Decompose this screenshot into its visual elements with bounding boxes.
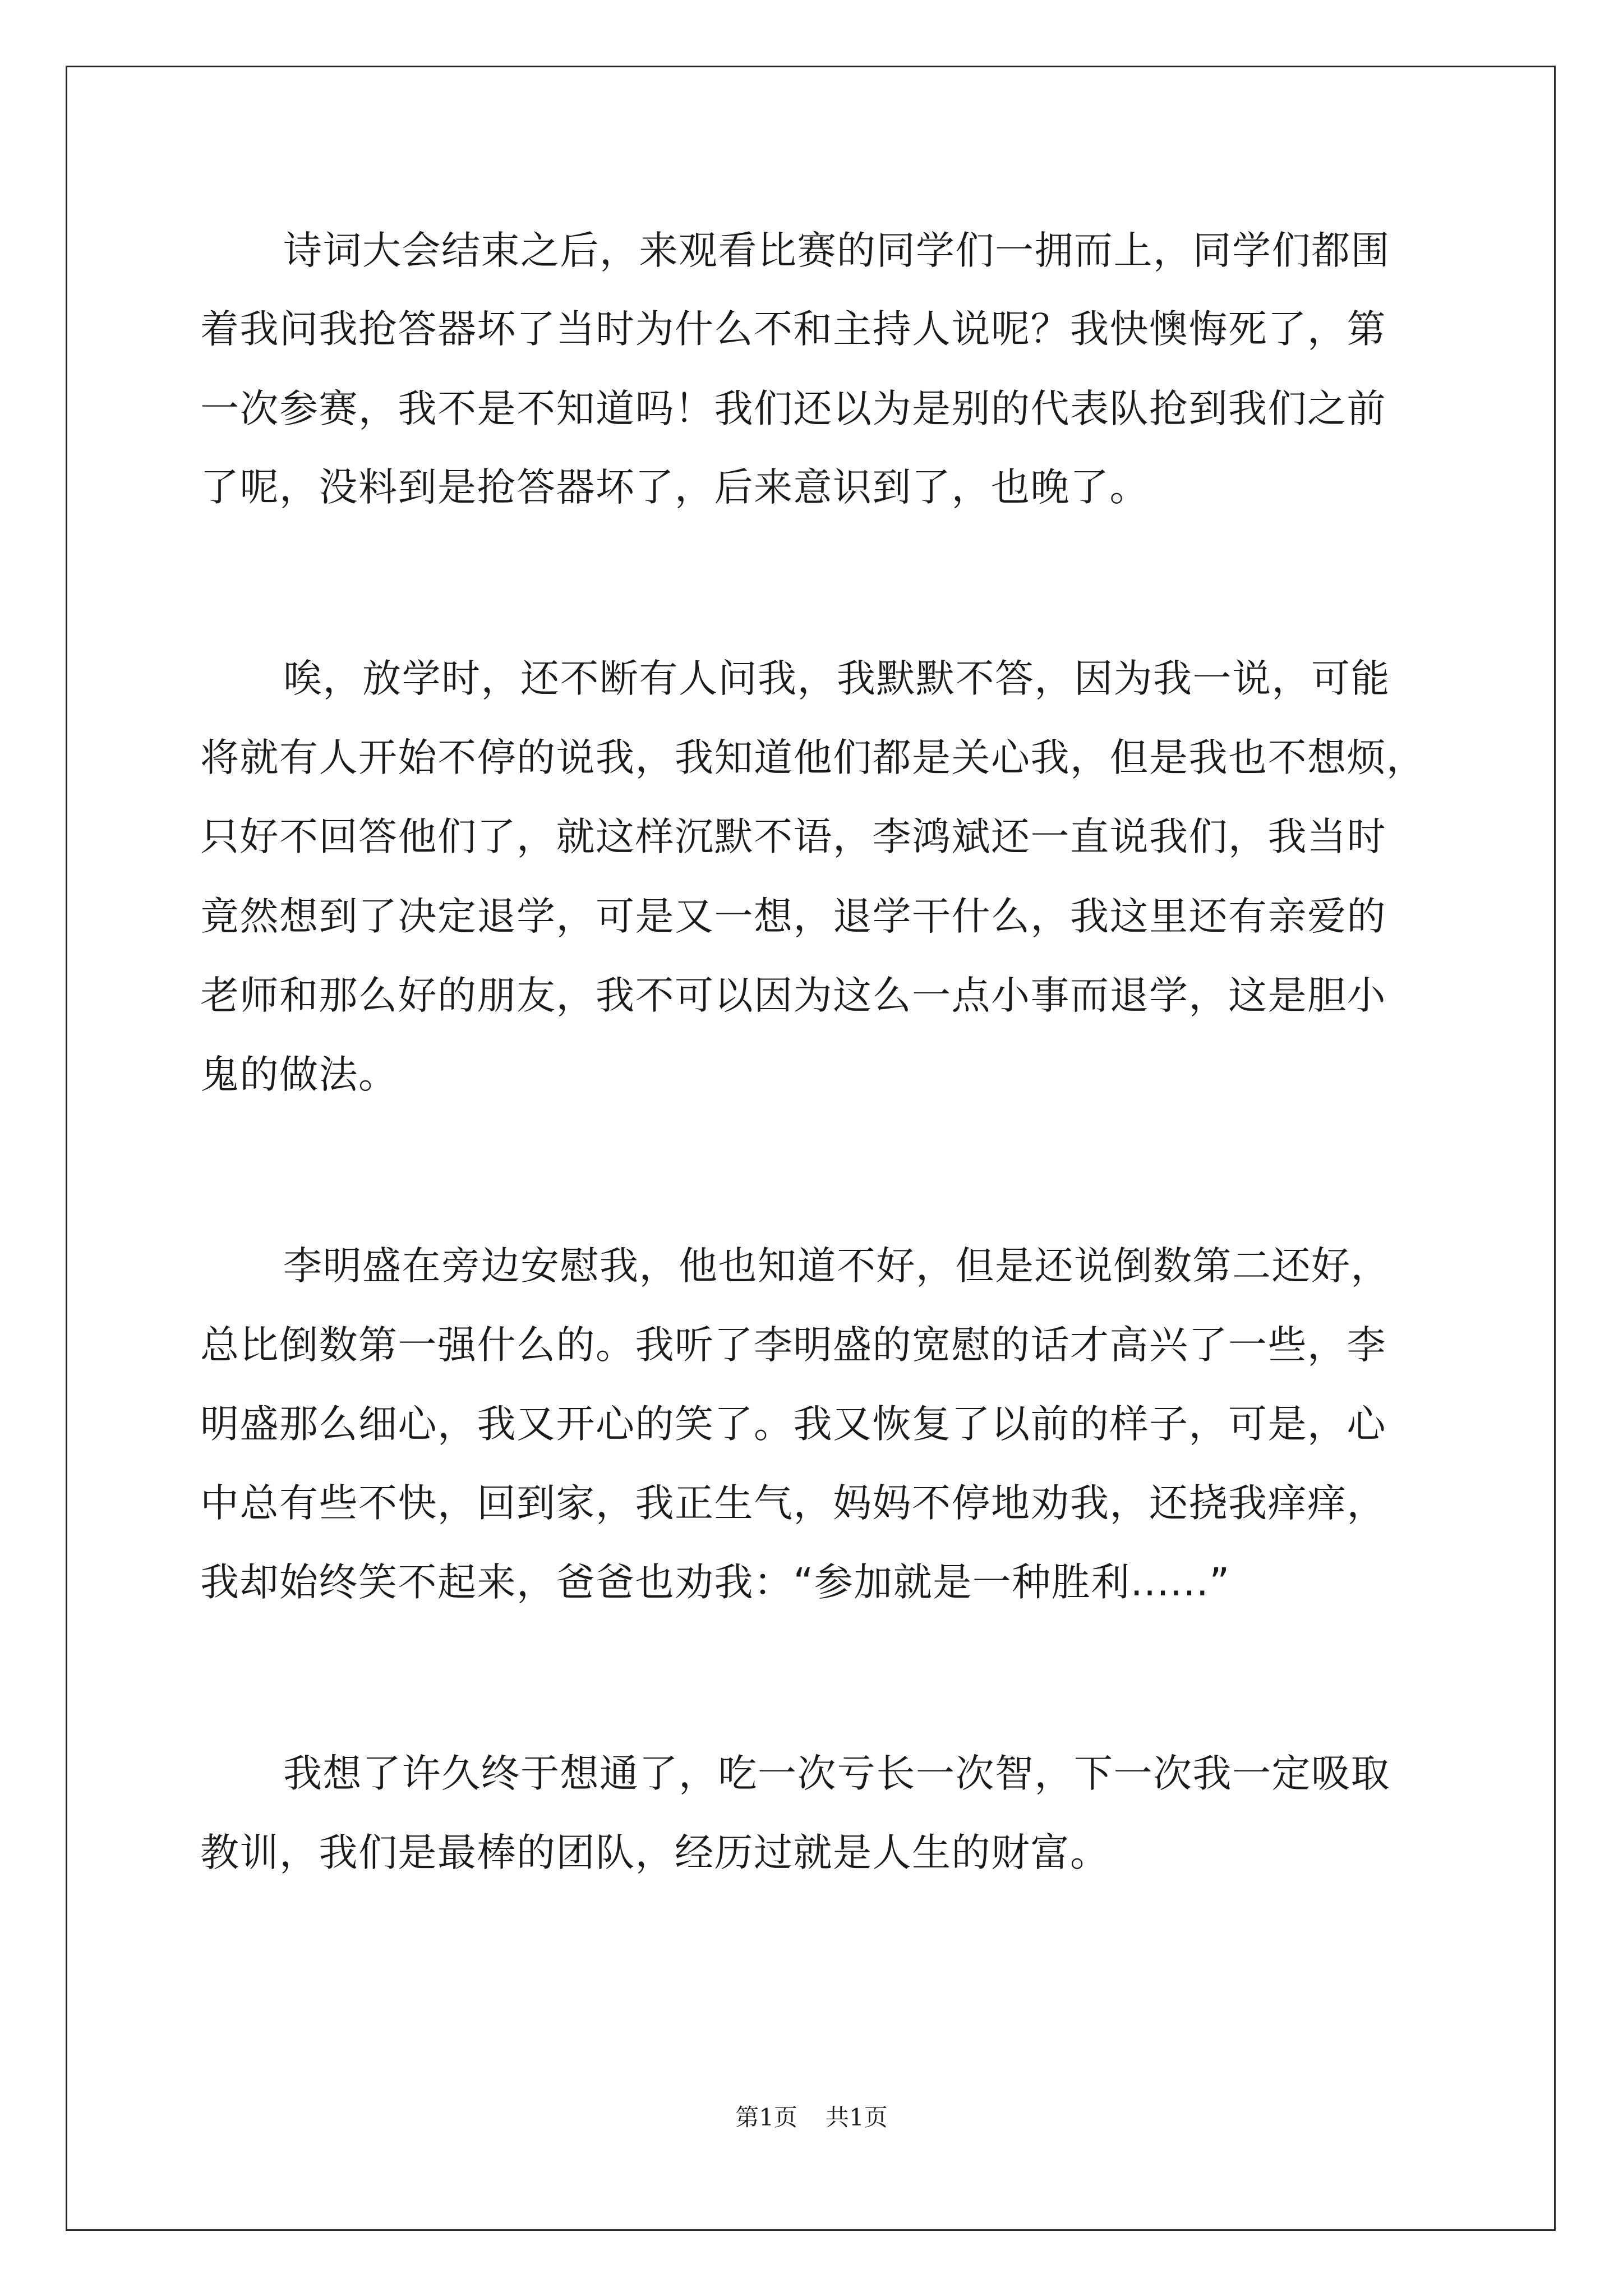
- paragraph-2-line-2: 将就有人开始不停的说我，我知道他们都是关心我，但是我也不想烦，: [200, 735, 1426, 780]
- paragraph-3-line-5: 我却始终笑不起来，爸爸也劝我：“参加就是一种胜利......”: [200, 1560, 1230, 1605]
- paragraph-3-line-1: 李明盛在旁边安慰我，他也知道不好，但是还说倒数第二还好，: [283, 1244, 1390, 1289]
- page-number-total: 共1页: [826, 2104, 888, 2131]
- paragraph-2-line-4: 竟然想到了决定退学，可是又一想，退学干什么，我这里还有亲爱的: [200, 894, 1386, 939]
- page-number-current: 第1页: [735, 2104, 797, 2131]
- paragraph-2-line-5: 老师和那么好的朋友，我不可以因为这么一点小事而退学，这是胆小: [200, 973, 1386, 1018]
- paragraph-2-line-1: 唉，放学时，还不断有人问我，我默默不答，因为我一说，可能: [283, 656, 1390, 701]
- paragraph-1-line-1: 诗词大会结束之后，来观看比赛的同学们一拥而上，同学们都围: [283, 228, 1390, 273]
- paragraph-3-line-2: 总比倒数第一强什么的。我听了李明盛的宽慰的话才高兴了一些，李: [200, 1323, 1386, 1368]
- page-footer: [0, 2098, 1623, 2137]
- paragraph-4-line-2: 教训，我们是最棒的团队，经历过就是人生的财富。: [200, 1830, 1110, 1875]
- paragraph-1-line-4: 了呢，没料到是抢答器坏了，后来意识到了，也晚了。: [200, 465, 1149, 510]
- paragraph-3-line-4: 中总有些不快，回到家，我正生气，妈妈不停地劝我，还挠我痒痒，: [200, 1481, 1386, 1526]
- paragraph-4-line-1: 我想了许久终于想通了，吃一次亏长一次智，下一次我一定吸取: [283, 1751, 1390, 1796]
- paragraph-2-line-6: 鬼的做法。: [200, 1052, 398, 1097]
- paragraph-1-line-3: 一次参赛，我不是不知道吗！我们还以为是别的代表队抢到我们之前: [200, 386, 1386, 431]
- paragraph-3-line-3: 明盛那么细心，我又开心的笑了。我又恢复了以前的样子，可是，心: [200, 1402, 1386, 1447]
- paragraph-2-line-3: 只好不回答他们了，就这样沉默不语，李鸿斌还一直说我们，我当时: [200, 815, 1386, 859]
- paragraph-1-line-2: 着我问我抢答器坏了当时为什么不和主持人说呢？我快懊悔死了，第: [200, 307, 1386, 352]
